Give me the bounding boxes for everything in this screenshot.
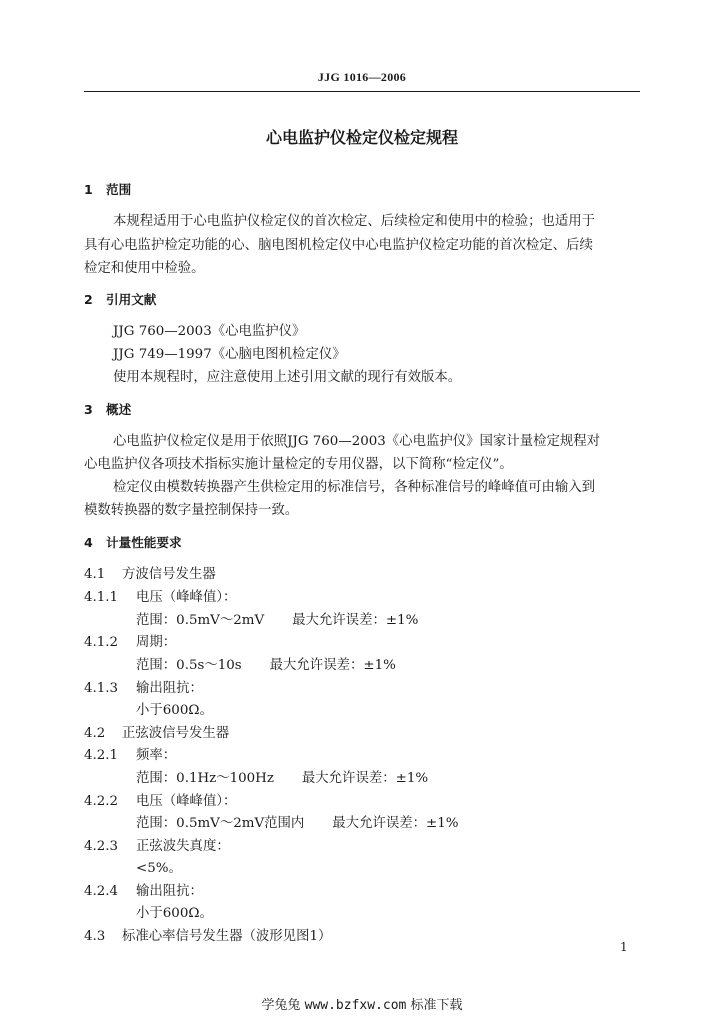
footer-tagline: 标准下载 (410, 998, 463, 1013)
spec-range: 范围：0.5mV～2mV范围内 (136, 816, 305, 831)
footer-site-name: 学兔兔 (261, 998, 301, 1013)
paragraph-line: 模数转换器的数字量控制保持一致。 (84, 503, 299, 518)
section-number: 3 (84, 402, 93, 417)
section-title: 引用文献 (106, 292, 157, 307)
clause-number: 4.2 (84, 726, 106, 741)
spec-line (136, 612, 418, 630)
clause-text: 标准心率信号发生器（波形见图1） (122, 929, 332, 944)
clause-number: 4.2.4 (84, 884, 119, 899)
spec-tolerance: 最大允许误差：±1% (301, 771, 429, 786)
paragraph-line: 检定和使用中检验。 (84, 261, 205, 276)
clause-number: 4.3 (84, 929, 106, 944)
section-number: 2 (84, 292, 93, 307)
spec-line (136, 657, 396, 675)
page-number: 1 (620, 940, 628, 954)
section-1-heading (84, 181, 131, 199)
clause-text: 正弦波失真度： (136, 839, 230, 854)
spec-range: 范围：0.5mV～2mV (136, 613, 265, 628)
paragraph-line: 心电监护仪检定仪是用于依照JJG 760—2003《心电监护仪》国家计量检定规程对 (113, 434, 601, 449)
clause-text: 电压（峰峰值）： (136, 794, 237, 809)
spec-range: 范围：0.1Hz～100Hz (136, 771, 274, 786)
reference-item: JJG 760—2003《心电监护仪》 (113, 324, 306, 339)
paragraph-line: 具有心电监护检定功能的心、脑电图机检定仪中心电监护仪检定功能的首次检定、后续 (84, 238, 593, 253)
clause-text: 方波信号发生器 (122, 567, 216, 582)
clause-number: 4.2.1 (84, 748, 119, 763)
footer-url[interactable]: www.bzfxw.com (304, 998, 407, 1013)
clause-text: 周期： (136, 635, 177, 650)
spec-line: <5%。 (136, 861, 182, 876)
reference-item: JJG 749—1997《心脑电图机检定仪》 (113, 347, 346, 362)
section-number: 4 (84, 535, 93, 550)
spec-tolerance: 最大允许误差：±1% (332, 816, 459, 831)
clause-number: 4.1.1 (84, 590, 119, 605)
spec-line (136, 815, 459, 833)
clause-number: 4.1.2 (84, 635, 119, 650)
spec-range: 范围：0.5s～10s (136, 658, 242, 673)
paragraph-line: 检定仪由模数转换器产生供检定用的标准信号，各种标准信号的峰峰值可由输入到 (113, 480, 596, 495)
clause-text: 频率： (136, 748, 177, 763)
document-title: 心电监护仪检定仪检定规程 (265, 128, 458, 147)
header-rule (84, 91, 640, 92)
clause-text: 电压（峰峰值）： (136, 590, 237, 605)
spec-line: 小于600Ω。 (136, 906, 213, 921)
section-title: 计量性能要求 (106, 535, 182, 550)
clause-number: 4.1 (84, 567, 106, 582)
section-4-heading (84, 534, 182, 552)
paragraph-line: 本规程适用于心电监护仪检定仪的首次检定、后续检定和使用中的检验；也适用于 (113, 214, 596, 229)
section-2-heading (84, 291, 156, 309)
clause-text: 输出阻抗： (136, 884, 203, 899)
clause-number: 4.2.2 (84, 794, 119, 809)
footer-watermark (0, 994, 724, 1013)
clause-text: 正弦波信号发生器 (122, 726, 230, 741)
paragraph-line: 使用本规程时，应注意使用上述引用文献的现行有效版本。 (113, 370, 462, 385)
standard-code: JJG 1016—2006 (317, 70, 407, 84)
clause-number: 4.2.3 (84, 839, 119, 854)
section-title: 概述 (106, 402, 132, 417)
clause-number: 4.1.3 (84, 681, 119, 696)
section-3-heading (84, 401, 131, 419)
clause-text: 输出阻抗： (136, 681, 203, 696)
paragraph-line: 心电监护仪各项技术指标实施计量检定的专用仪器，以下简称“检定仪”。 (84, 457, 513, 472)
section-title: 范围 (106, 182, 132, 197)
spec-tolerance: 最大允许误差：±1% (292, 613, 419, 628)
spec-line (136, 770, 428, 788)
spec-line: 小于600Ω。 (136, 703, 213, 718)
section-number: 1 (84, 182, 93, 197)
spec-tolerance: 最大允许误差：±1% (269, 658, 396, 673)
